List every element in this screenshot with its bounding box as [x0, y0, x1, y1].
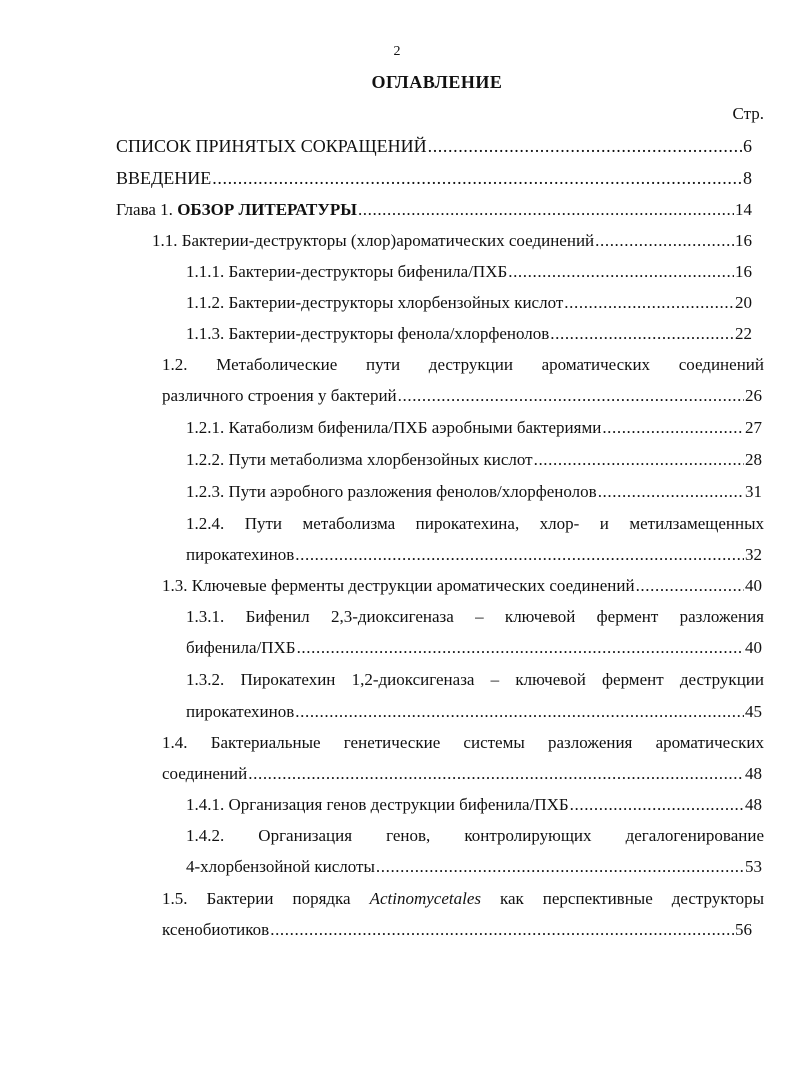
toc-entry-title: 4-хлорбензойной кислоты	[186, 857, 375, 876]
toc-entry-title: пирокатехинов	[186, 545, 295, 564]
toc-entry-title: 1.1. Бактерии-деструкторы (хлор)ароматических соединений	[152, 231, 595, 250]
chapter-prefix: Глава 1.	[116, 200, 178, 219]
toc-leader	[534, 450, 744, 470]
toc-entry[interactable]	[186, 482, 762, 502]
toc-leader	[428, 136, 742, 156]
toc-entry[interactable]	[186, 638, 762, 658]
toc-leader	[297, 638, 744, 658]
toc-entry[interactable]	[162, 386, 762, 406]
toc-entry-title: 1.3. Ключевые ферменты деструкции ароматических соединений	[162, 576, 635, 595]
toc-entry-title: ВВЕДЕНИЕ	[116, 168, 212, 188]
toc-entry-page: 32	[745, 545, 762, 564]
toc-entry-title: 1.1.1. Бактерии-деструкторы бифенила/ПХБ	[186, 262, 508, 281]
toc-entry-page: 28	[745, 450, 762, 469]
toc-line-post: как перспективные деструкторы	[481, 889, 764, 908]
toc-leader	[564, 293, 734, 313]
toc-entry-line[interactable]: 1.4. Бактериальные генетические системы разложения ароматических	[162, 733, 764, 752]
toc-entry-title	[116, 200, 357, 220]
toc-entry-title: различного строения у бактерий	[162, 386, 397, 405]
toc-entry[interactable]	[186, 262, 752, 282]
page-number: 2	[393, 44, 401, 59]
toc-entry[interactable]	[186, 293, 752, 313]
toc-leader	[602, 418, 744, 438]
toc-entry[interactable]	[162, 764, 762, 784]
toc-entry-page: 53	[745, 857, 762, 876]
page-title: ОГЛАВЛЕНИЕ	[371, 72, 503, 92]
toc-entry[interactable]	[116, 136, 752, 156]
toc-entry-page: 22	[735, 324, 752, 343]
toc-entry-page: 8	[743, 168, 752, 188]
toc-leader	[376, 857, 744, 877]
toc-leader	[295, 702, 744, 722]
toc-entry-chapter[interactable]	[116, 200, 752, 220]
toc-entry-page: 20	[735, 293, 752, 312]
toc-line-pre: 1.5. Бактерии порядка	[162, 889, 370, 908]
toc-leader	[248, 764, 744, 784]
toc-entry-line[interactable]: 1.3.1. Бифенил 2,3-диоксигеназа – ключевой фермент разложения	[186, 607, 764, 626]
toc-entry-page: 48	[745, 795, 762, 814]
toc-entry-title: ксенобиотиков	[162, 920, 270, 939]
toc-leader	[598, 482, 744, 502]
toc-entry-page: 48	[745, 764, 762, 783]
toc-entry-page: 6	[743, 136, 752, 156]
toc-leader	[508, 262, 734, 282]
toc-leader	[212, 168, 742, 188]
toc-entry[interactable]	[186, 418, 762, 438]
toc-entry-page: 16	[735, 231, 752, 250]
toc-entry-page: 16	[735, 262, 752, 281]
toc-leader	[295, 545, 744, 565]
toc-entry[interactable]	[152, 231, 752, 251]
page-column-label: Стр.	[732, 104, 764, 123]
toc-entry-page: 26	[745, 386, 762, 405]
toc-entry-line[interactable]: 1.4.2. Организация генов, контролирующих дегалогенирование	[186, 826, 764, 845]
toc-entry[interactable]	[186, 795, 762, 815]
toc-leader	[550, 324, 734, 344]
toc-entry-page: 14	[735, 200, 752, 219]
toc-entry-page: 40	[745, 638, 762, 657]
toc-entry-title: бифенила/ПХБ	[186, 638, 296, 657]
toc-entry-page: 45	[745, 702, 762, 721]
toc-entry-title: 1.1.3. Бактерии-деструкторы фенола/хлорфенолов	[186, 324, 550, 343]
toc-entry-title: 1.2.3. Пути аэробного разложения фенолов/хлорфенолов	[186, 482, 597, 501]
chapter-title: ОБЗОР ЛИТЕРАТУРЫ	[177, 200, 357, 219]
toc-entry[interactable]	[116, 168, 752, 188]
toc-entry-title: 1.2.1. Катаболизм бифенила/ПХБ аэробными бактериями	[186, 418, 602, 437]
toc-leader	[595, 231, 734, 251]
toc-entry-title: 1.1.2. Бактерии-деструкторы хлорбензойных кислот	[186, 293, 564, 312]
toc-entry-page: 40	[745, 576, 762, 595]
toc-entry-title: соединений	[162, 764, 248, 783]
toc-entry-page: 27	[745, 418, 762, 437]
toc-entry-line[interactable]: 1.2.4. Пути метаболизма пирокатехина, хлор- и метилзамещенных	[186, 514, 764, 533]
toc-leader	[270, 920, 734, 940]
toc-entry[interactable]	[186, 324, 752, 344]
toc-leader	[570, 795, 744, 815]
toc-entry[interactable]	[186, 450, 762, 470]
toc-entry-title: пирокатехинов	[186, 702, 295, 721]
toc-entry-line[interactable]: 1.3.2. Пирокатехин 1,2-диоксигеназа – ключевой фермент деструкции	[186, 670, 764, 689]
toc-entry[interactable]	[186, 702, 762, 722]
toc-leader	[636, 576, 744, 596]
toc-entry[interactable]	[162, 576, 762, 596]
toc-entry-line[interactable]: 1.2. Метаболические пути деструкции ароматических соединений	[162, 355, 764, 374]
toc-entry[interactable]	[186, 545, 762, 565]
toc-leader	[398, 386, 744, 406]
toc-entry[interactable]	[162, 920, 752, 940]
toc-entry-page: 56	[735, 920, 752, 939]
toc-entry-line[interactable]	[162, 889, 764, 909]
taxon-name: Actinomycetales	[369, 889, 481, 908]
toc-entry[interactable]	[186, 857, 762, 877]
toc-entry-title: 1.4.1. Организация генов деструкции бифенила/ПХБ	[186, 795, 569, 814]
toc-leader	[358, 200, 734, 220]
toc-entry-title: 1.2.2. Пути метаболизма хлорбензойных кислот	[186, 450, 533, 469]
toc-entry-title: СПИСОК ПРИНЯТЫХ СОКРАЩЕНИЙ	[116, 136, 427, 156]
toc-entry-page: 31	[745, 482, 762, 501]
